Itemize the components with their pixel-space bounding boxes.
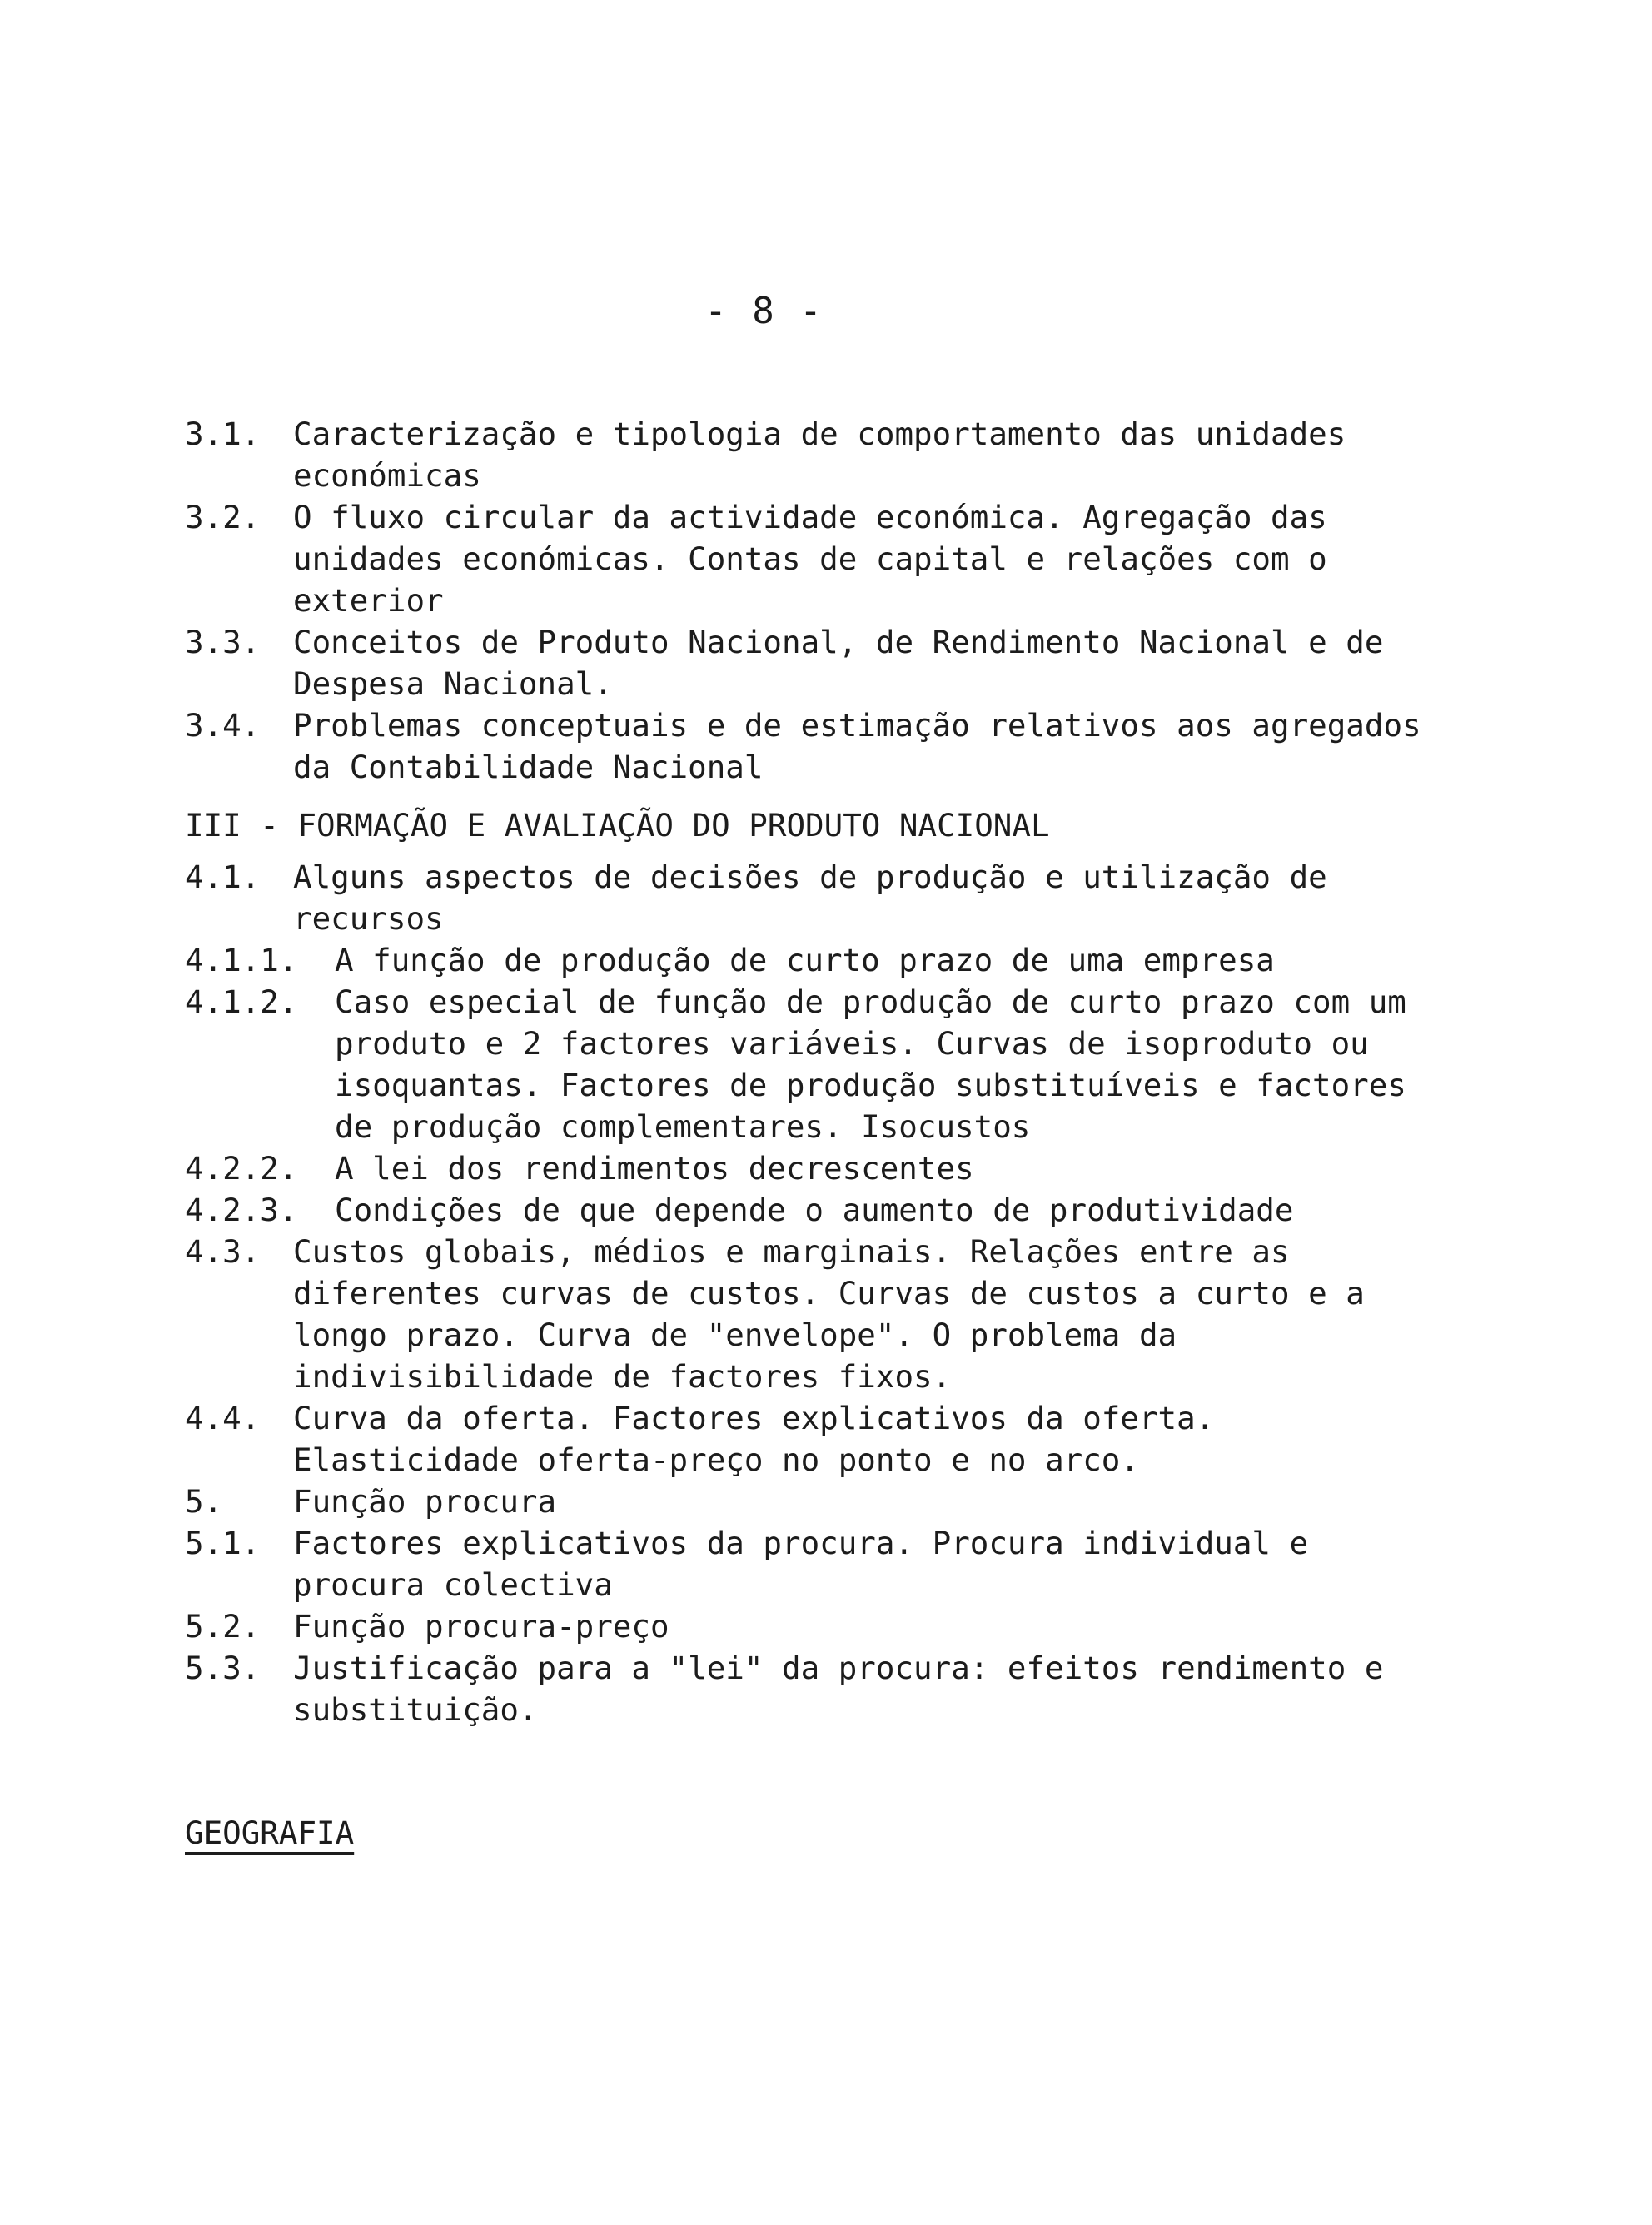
list-item xyxy=(185,856,1450,939)
list-item xyxy=(185,1647,1450,1730)
syllabus-body xyxy=(185,413,1450,1730)
item-text: A lei dos rendimentos decrescentes xyxy=(335,1150,974,1187)
item-text: Alguns aspectos de decisões de produção e utilização de recursos xyxy=(293,859,1327,937)
list-item xyxy=(185,496,1450,621)
item-number: 5.1. xyxy=(185,1525,261,1561)
item-number: 5.3. xyxy=(185,1650,261,1686)
item-text: Condições de que depende o aumento de produtividade xyxy=(335,1192,1294,1228)
list-item xyxy=(185,1481,1450,1522)
item-number: 4.1. xyxy=(185,859,261,895)
section-heading: III - FORMAÇÃO E AVALIAÇÃO DO PRODUTO NACIONAL xyxy=(185,807,1050,844)
item-number: 5.2. xyxy=(185,1608,261,1645)
item-text: A função de produção de curto prazo de uma empresa xyxy=(335,942,1275,978)
item-text: Custos globais, médios e marginais. Relações entre as diferentes curvas de custos. Curvas de custos a curto e a longo prazo. Curva de "envelope". O problema da indivisibilidade de factores fixos. xyxy=(293,1233,1365,1395)
geografia-heading: GEOGRAFIA xyxy=(185,1814,355,1851)
list-item xyxy=(185,1231,1450,1397)
item-number: 4.1.2. xyxy=(185,983,298,1020)
list-item xyxy=(185,1147,1450,1189)
item-text: Função procura xyxy=(293,1483,557,1520)
item-number: 3.3. xyxy=(185,624,261,660)
item-text: Justificação para a "lei" da procura: efeitos rendimento e substituição. xyxy=(293,1650,1384,1728)
list-item xyxy=(185,1605,1450,1647)
item-text: Factores explicativos da procura. Procura individual e procura colectiva xyxy=(293,1525,1309,1603)
list-item xyxy=(185,1522,1450,1605)
item-text: Curva da oferta. Factores explicativos da oferta. Elasticidade oferta-preço no ponto e no arco. xyxy=(293,1400,1215,1478)
item-text: Caso especial de função de produção de curto prazo com um produto e 2 factores variáveis. Curvas de isoproduto ou isoquantas. Factores de produção substituíveis e factores de produção complementares. Isocustos xyxy=(335,983,1406,1145)
item-text: Função procura-preço xyxy=(293,1608,669,1645)
list-item xyxy=(185,1189,1450,1231)
item-text: Conceitos de Produto Nacional, de Rendimento Nacional e de Despesa Nacional. xyxy=(293,624,1384,702)
list-item xyxy=(185,1397,1450,1481)
item-number: 4.3. xyxy=(185,1233,261,1270)
list-item xyxy=(185,981,1450,1147)
item-number: 4.2.2. xyxy=(185,1150,298,1187)
item-number: 3.4. xyxy=(185,707,261,744)
item-number: 3.1. xyxy=(185,416,261,452)
list-item xyxy=(185,413,1450,496)
item-number: 4.1.1. xyxy=(185,942,298,978)
item-text: O fluxo circular da actividade económica. Agregação das unidades económicas. Contas de capital e relações com o exterior xyxy=(293,499,1327,619)
item-text: Problemas conceptuais e de estimação relativos aos agregados da Contabilidade Nacional xyxy=(293,707,1421,785)
list-item xyxy=(185,621,1450,704)
list-item xyxy=(185,704,1450,788)
page-number: - 8 - xyxy=(704,290,824,332)
item-text: Caracterização e tipologia de comportamento das unidades económicas xyxy=(293,416,1346,494)
item-number: 4.4. xyxy=(185,1400,261,1436)
item-number: 4.2.3. xyxy=(185,1192,298,1228)
item-number: 5. xyxy=(185,1483,223,1520)
item-number: 3.2. xyxy=(185,499,261,535)
list-item xyxy=(185,939,1450,981)
